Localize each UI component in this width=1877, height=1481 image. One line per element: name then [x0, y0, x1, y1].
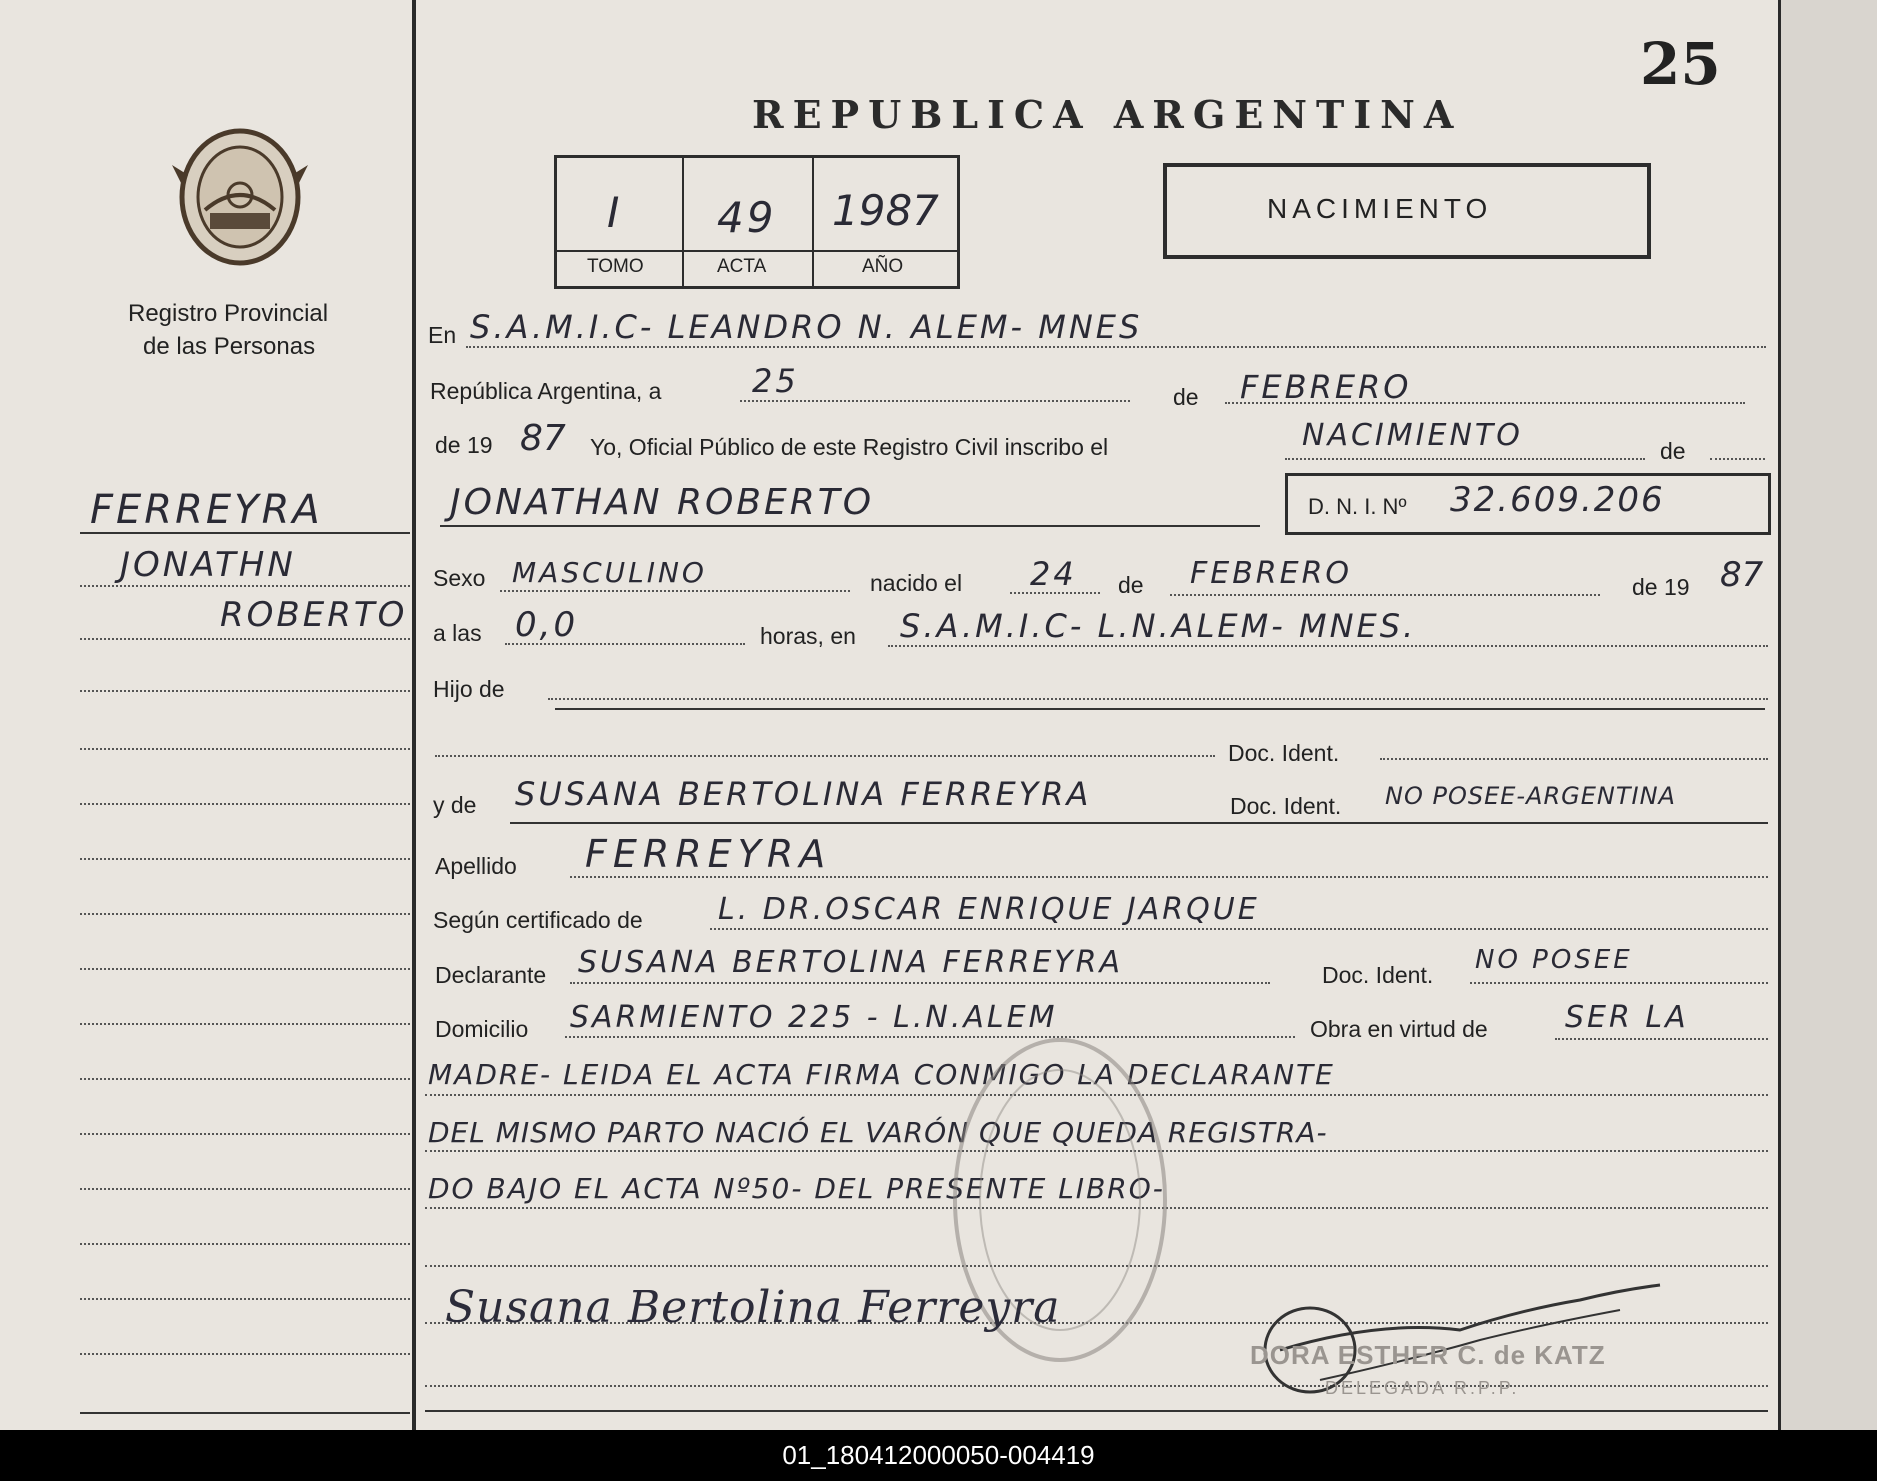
nacido-label: nacido el	[870, 570, 963, 596]
anio-value: 1987	[832, 186, 939, 235]
apellido-value: FERREYRA	[585, 832, 832, 876]
child-name-line	[440, 525, 1260, 527]
obra-line	[1555, 1038, 1768, 1040]
place-value: S.A.M.I.C- LEANDRO N. ALEM- MNES	[470, 308, 1143, 346]
margin-name2: ROBERTO	[220, 595, 408, 635]
registry-name-line1: Registro Provincial	[128, 300, 329, 327]
margin-name1: JONATHN	[120, 545, 296, 585]
doc-ident-label: Doc. Ident.	[1228, 740, 1340, 766]
de-label: de	[1173, 384, 1199, 410]
apellido-line	[570, 876, 1768, 878]
de19-label2: de 19	[1632, 574, 1690, 600]
birth-place: S.A.M.I.C- L.N.ALEM- MNES.	[900, 607, 1417, 645]
mother-value: SUSANA BERTOLINA FERREYRA	[515, 775, 1092, 813]
observation-line3: DO BAJO EL ACTA Nº50- DEL PRESENTE LIBRO-	[428, 1172, 1165, 1205]
margin-rule	[80, 532, 410, 534]
doc-ident-label2: Doc. Ident.	[1230, 793, 1342, 819]
registry-name-line2: de las Personas	[143, 333, 316, 360]
de-line	[1710, 458, 1765, 460]
act-type: NACIMIENTO	[1267, 193, 1493, 224]
birth-month: FEBRERO	[1190, 556, 1353, 591]
father-doc-value-line	[1380, 758, 1768, 760]
margin-dotted-line	[80, 638, 410, 640]
official-stamp-name: DORA ESTHER C. de KATZ	[1250, 1340, 1606, 1370]
sexo-line	[500, 590, 850, 592]
birth-month-line	[1170, 594, 1600, 596]
de-label2: de	[1660, 438, 1686, 464]
certificado-value: L. DR.OSCAR ENRIQUE JARQUE	[718, 892, 1260, 927]
obra-label: Obra en virtud de	[1310, 1016, 1488, 1042]
margin-bottom-rule	[80, 1412, 410, 1414]
birth-year: 87	[1720, 555, 1764, 595]
child-name: JONATHAN ROBERTO	[450, 482, 875, 523]
hora-value: 0,0	[515, 605, 579, 645]
observation-line1: MADRE- LEIDA EL ACTA FIRMA CONMIGO LA DECLARANTE	[428, 1058, 1335, 1091]
margin-dotted-line	[80, 690, 410, 692]
doc-ident-label3: Doc. Ident.	[1322, 962, 1434, 988]
tomo-label: TOMO	[587, 256, 644, 277]
year-value: 87	[520, 418, 566, 459]
margin-dotted-line	[80, 748, 410, 750]
declarante-doc: NO POSEE	[1475, 945, 1633, 975]
margin-dotted-line	[80, 1188, 410, 1190]
margin-dotted-line	[80, 1133, 410, 1135]
margin-dotted-line	[80, 1298, 410, 1300]
page-number: 25	[1640, 30, 1721, 98]
margin-surname: FERREYRA	[90, 487, 323, 533]
month-line	[1225, 402, 1745, 404]
domicilio-label: Domicilio	[435, 1016, 529, 1042]
margin-dotted-line	[80, 1353, 410, 1355]
sexo-value: MASCULINO	[512, 556, 707, 589]
margin-dotted-line	[80, 913, 410, 915]
father-doc-line	[435, 755, 1215, 757]
yde-label: y de	[433, 792, 477, 818]
page-title: REPUBLICA ARGENTINA	[752, 92, 1463, 137]
en-line	[466, 346, 1766, 348]
birth-day-line	[1010, 592, 1100, 594]
alas-label: a las	[433, 620, 482, 646]
day-value: 25	[752, 362, 799, 400]
hijo-strike	[555, 708, 1765, 710]
obra-value: SER LA	[1565, 1000, 1689, 1035]
declarant-signature-text: Susana Bertolina Ferreyra	[445, 1282, 1061, 1333]
margin-dotted-line	[80, 1243, 410, 1245]
segun-label: Según certificado de	[433, 907, 643, 933]
dni-box	[1285, 473, 1771, 535]
margin-dotted-line	[80, 585, 410, 587]
anio-label: AÑO	[862, 256, 904, 277]
left-margin-rule	[412, 0, 416, 1430]
de19-label: de 19	[435, 432, 493, 458]
declarante-doc-line	[1470, 982, 1768, 984]
certificado-line	[710, 928, 1768, 930]
de-label3: de	[1118, 572, 1144, 598]
act-type-box	[1163, 163, 1651, 259]
page-edge	[1781, 0, 1877, 1430]
official-stamp-title: DELEGADA R.P.P.	[1325, 1378, 1520, 1398]
document-id-footer: 01_180412000050-004419	[0, 1430, 1877, 1481]
month-value: FEBRERO	[1240, 368, 1412, 406]
declarant-signature	[445, 1282, 1061, 1333]
provincial-seal	[170, 125, 310, 275]
acta-label: ACTA	[717, 256, 767, 277]
dni-value: 32.609.206	[1450, 480, 1665, 520]
yo-text: Yo, Oficial Público de este Registro Civil inscribo el	[590, 434, 1109, 460]
dni-label: D. N. I. Nº	[1308, 494, 1407, 519]
record-number-box	[554, 155, 960, 289]
en-label: En	[428, 322, 457, 348]
observation-line2: DEL MISMO PARTO NACIÓ EL VARÓN QUE QUEDA REGISTRA-	[428, 1116, 1328, 1149]
margin-dotted-line	[80, 803, 410, 805]
day-line	[740, 400, 1130, 402]
inscribe-line	[1285, 458, 1645, 460]
tomo-value: I	[607, 188, 623, 237]
inscribe-value: NACIMIENTO	[1302, 418, 1523, 453]
declarante-line	[570, 982, 1270, 984]
hora-line	[505, 643, 745, 645]
birth-place-line	[888, 645, 1768, 647]
domicilio-line	[565, 1036, 1295, 1038]
mother-doc: NO POSEE-ARGENTINA	[1385, 782, 1676, 810]
acta-value: 49	[717, 193, 777, 242]
bottom-rule	[425, 1410, 1768, 1412]
sexo-label: Sexo	[433, 565, 486, 591]
declarante-label: Declarante	[435, 962, 547, 988]
apellido-label: Apellido	[435, 853, 517, 879]
hijo-line	[548, 698, 1768, 700]
birth-day: 24	[1030, 555, 1077, 593]
hijo-label: Hijo de	[433, 676, 505, 702]
margin-dotted-line	[80, 968, 410, 970]
horas-label: horas, en	[760, 623, 856, 649]
margin-dotted-line	[80, 858, 410, 860]
declarante-value: SUSANA BERTOLINA FERREYRA	[578, 945, 1123, 980]
margin-dotted-line	[80, 1023, 410, 1025]
mother-line	[510, 822, 1768, 824]
domicilio-value: SARMIENTO 225 - L.N.ALEM	[570, 1000, 1058, 1035]
margin-dotted-line	[80, 1078, 410, 1080]
republica-label: República Argentina, a	[430, 378, 662, 404]
